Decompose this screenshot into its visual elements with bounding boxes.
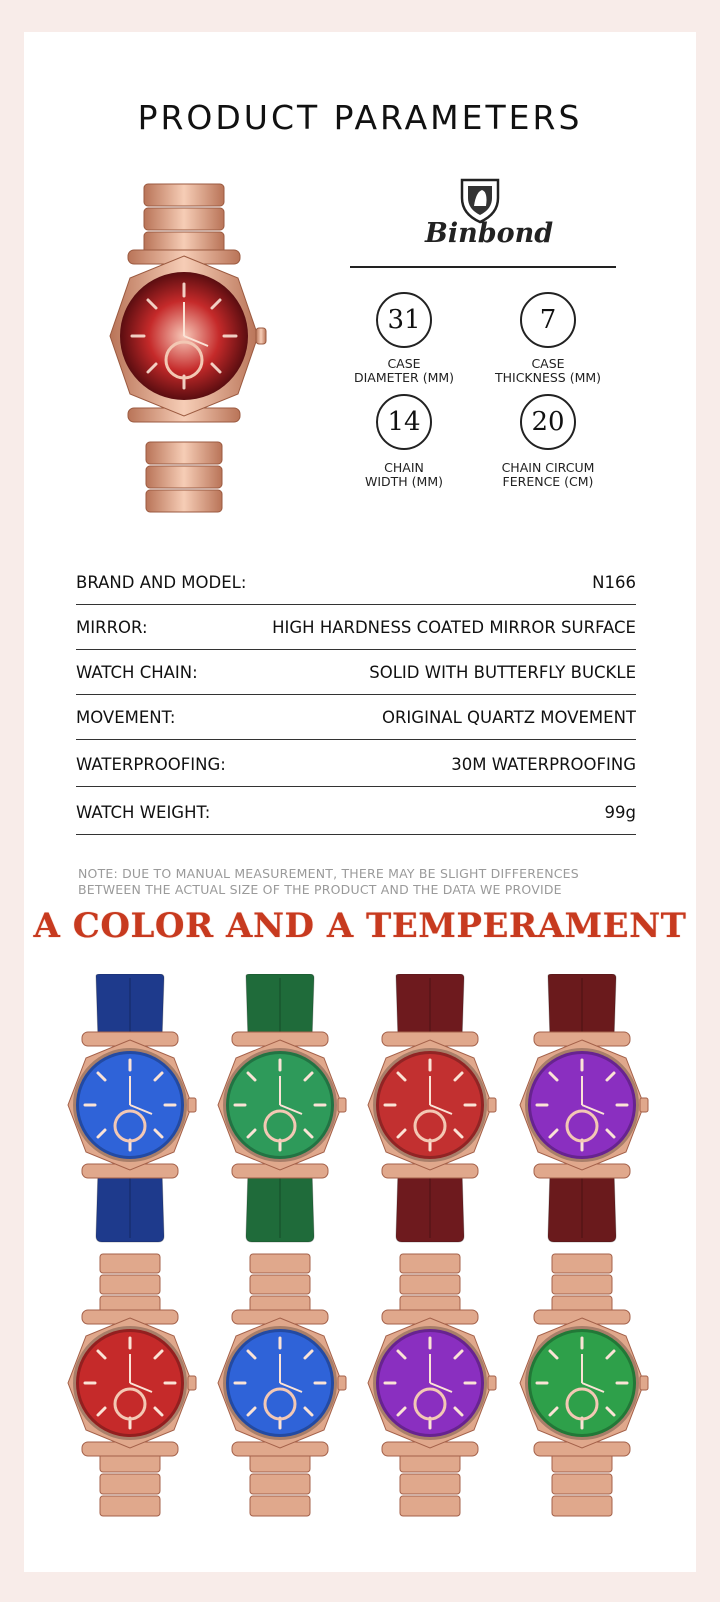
param-row-movement <box>76 695 636 740</box>
brand-shield-icon <box>458 176 502 224</box>
case-thickness-label: CASE THICKNESS (MM) <box>494 356 602 385</box>
chain-circumference-label: CHAIN CIRCUM FERENCE (CM) <box>501 460 595 489</box>
measurement-note: NOTE: DUE TO MANUAL MEASUREMENT, THERE MAY BE SLIGHT DIFFERENCES BETWEEN THE ACTUAL SIZE OF THE PRODUCT AND THE DATA WE PROVIDE <box>78 866 579 897</box>
param-value: SOLID WITH BUTTERFLY BUCKLE <box>369 662 636 682</box>
hero-watch-image <box>98 180 270 520</box>
param-value: 30M WATERPROOFING <box>451 754 636 774</box>
param-key: WATCH CHAIN: <box>76 662 198 682</box>
chain-width-value: 14 <box>376 394 432 450</box>
param-value: HIGH HARDNESS COATED MIRROR SURFACE <box>272 617 636 637</box>
watch-variant-image <box>60 1252 200 1522</box>
param-key: WATERPROOFING: <box>76 754 226 774</box>
case-thickness-value: 7 <box>520 292 576 348</box>
param-row-watch-chain <box>76 650 636 695</box>
param-value: 99g <box>604 802 636 822</box>
watch-variant-image <box>210 974 350 1244</box>
param-row-watch-weight <box>76 790 636 835</box>
param-key: WATCH WEIGHT: <box>76 802 211 822</box>
watch-variant-image <box>60 974 200 1244</box>
chain-width-label: CHAIN WIDTH (MM) <box>364 460 443 489</box>
watch-variant-image <box>512 1252 652 1522</box>
brand-name: Binbond <box>425 218 554 249</box>
page-title: PRODUCT PARAMETERS <box>137 98 583 137</box>
param-value: ORIGINAL QUARTZ MOVEMENT <box>381 707 636 727</box>
param-key: MIRROR: <box>76 617 148 637</box>
case-diameter-value: 31 <box>376 292 432 348</box>
slogan-heading: A COLOR AND A TEMPERAMENT <box>33 906 687 946</box>
watch-variant-image <box>512 974 652 1244</box>
param-row-waterproofing <box>76 742 636 787</box>
watch-variant-image <box>360 974 500 1244</box>
param-row-brand-model <box>76 560 636 605</box>
case-diameter-label: CASE DIAMETER (MM) <box>353 356 455 385</box>
brand-divider <box>350 266 616 268</box>
param-key: BRAND AND MODEL: <box>76 572 247 592</box>
param-value: N166 <box>592 572 636 592</box>
param-key: MOVEMENT: <box>76 707 176 727</box>
param-row-mirror <box>76 605 636 650</box>
watch-variant-image <box>210 1252 350 1522</box>
chain-circumference-value: 20 <box>520 394 576 450</box>
watch-variants-grid <box>0 974 720 1554</box>
watch-variant-image <box>360 1252 500 1522</box>
